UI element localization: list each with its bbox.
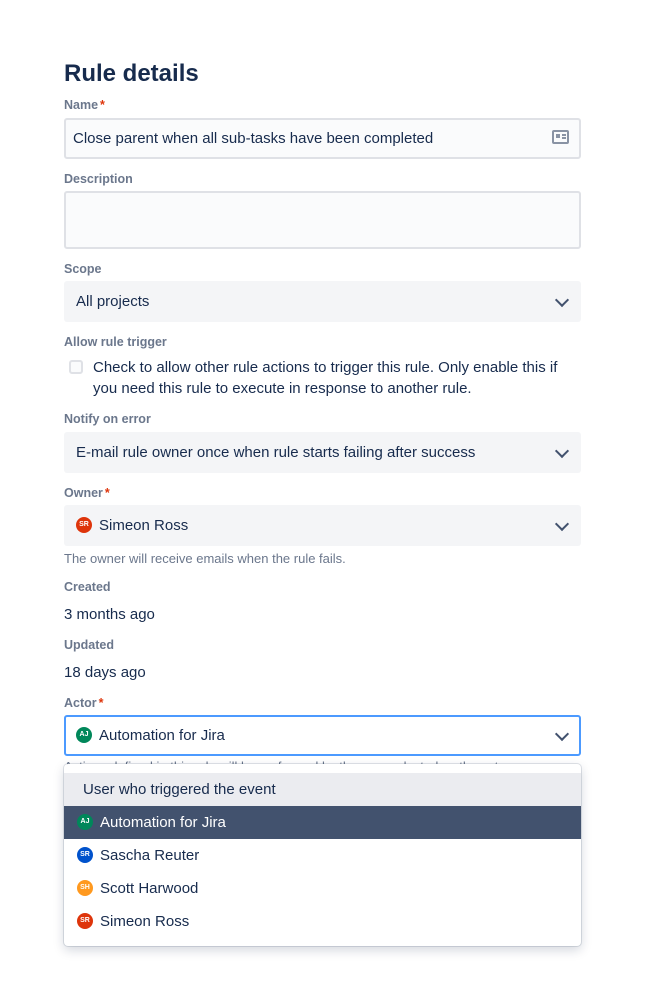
avatar: SR [77, 847, 93, 863]
allow-trigger-text: Check to allow other rule actions to trigger this rule. Only enable this if you need this rule to execute in response to another rule. [93, 359, 558, 397]
avatar: SR [76, 517, 92, 533]
created-value: 3 months ago [64, 606, 155, 623]
actor-dropdown-menu [64, 764, 581, 946]
description-label: Description [64, 172, 133, 186]
created-label: Created [64, 580, 111, 594]
name-input-value: Close parent when all sub-tasks have been completed [73, 130, 434, 147]
updated-label: Updated [64, 638, 114, 652]
page-title: Rule details [64, 60, 199, 87]
chevron-down-icon [555, 727, 569, 741]
name-label: Name * [64, 98, 105, 112]
notify-label: Notify on error [64, 412, 151, 426]
dropdown-option-automation-for-jira[interactable] [64, 806, 581, 839]
chevron-down-icon [555, 444, 569, 458]
dropdown-option-triggering-user[interactable]: User who triggered the event [64, 773, 581, 806]
scope-label: Scope [64, 262, 102, 276]
required-marker: * [100, 98, 105, 112]
option-label: Simeon Ross [100, 913, 190, 930]
avatar: AJ [77, 814, 93, 830]
option-label: Scott Harwood [100, 880, 199, 897]
dropdown-option-sascha-reuter[interactable] [64, 839, 581, 872]
owner-select[interactable] [64, 505, 581, 546]
name-input[interactable] [64, 118, 581, 159]
dropdown-option-scott-harwood[interactable] [64, 872, 581, 905]
updated-value: 18 days ago [64, 664, 146, 681]
owner-helper-text: The owner will receive emails when the rule fails. [64, 551, 346, 566]
actor-select[interactable] [64, 715, 581, 756]
actor-select-value: Automation for Jira [99, 727, 225, 744]
owner-label: Owner * [64, 486, 110, 500]
owner-select-value: Simeon Ross [99, 517, 189, 534]
required-marker: * [98, 696, 104, 710]
required-marker: * [104, 486, 110, 500]
scope-select-value: All projects [76, 293, 150, 310]
chevron-down-icon [555, 293, 569, 307]
option-label: Sascha Reuter [100, 847, 200, 864]
allow-trigger-label: Allow rule trigger [64, 335, 167, 349]
avatar: AJ [76, 727, 92, 743]
option-label: Automation for Jira [100, 814, 226, 831]
allow-trigger-checkbox[interactable] [69, 360, 83, 374]
avatar: SH [77, 880, 93, 896]
dropdown-option-simeon-ross[interactable] [64, 905, 581, 938]
scope-select[interactable] [64, 281, 581, 322]
notify-select[interactable] [64, 432, 581, 473]
notify-select-value: E-mail rule owner once when rule starts failing after success [76, 444, 476, 461]
avatar: SR [77, 913, 93, 929]
actor-label: Actor * [64, 696, 104, 710]
chevron-down-icon [555, 517, 569, 531]
id-card-icon [552, 130, 569, 144]
description-textarea[interactable] [64, 191, 581, 249]
